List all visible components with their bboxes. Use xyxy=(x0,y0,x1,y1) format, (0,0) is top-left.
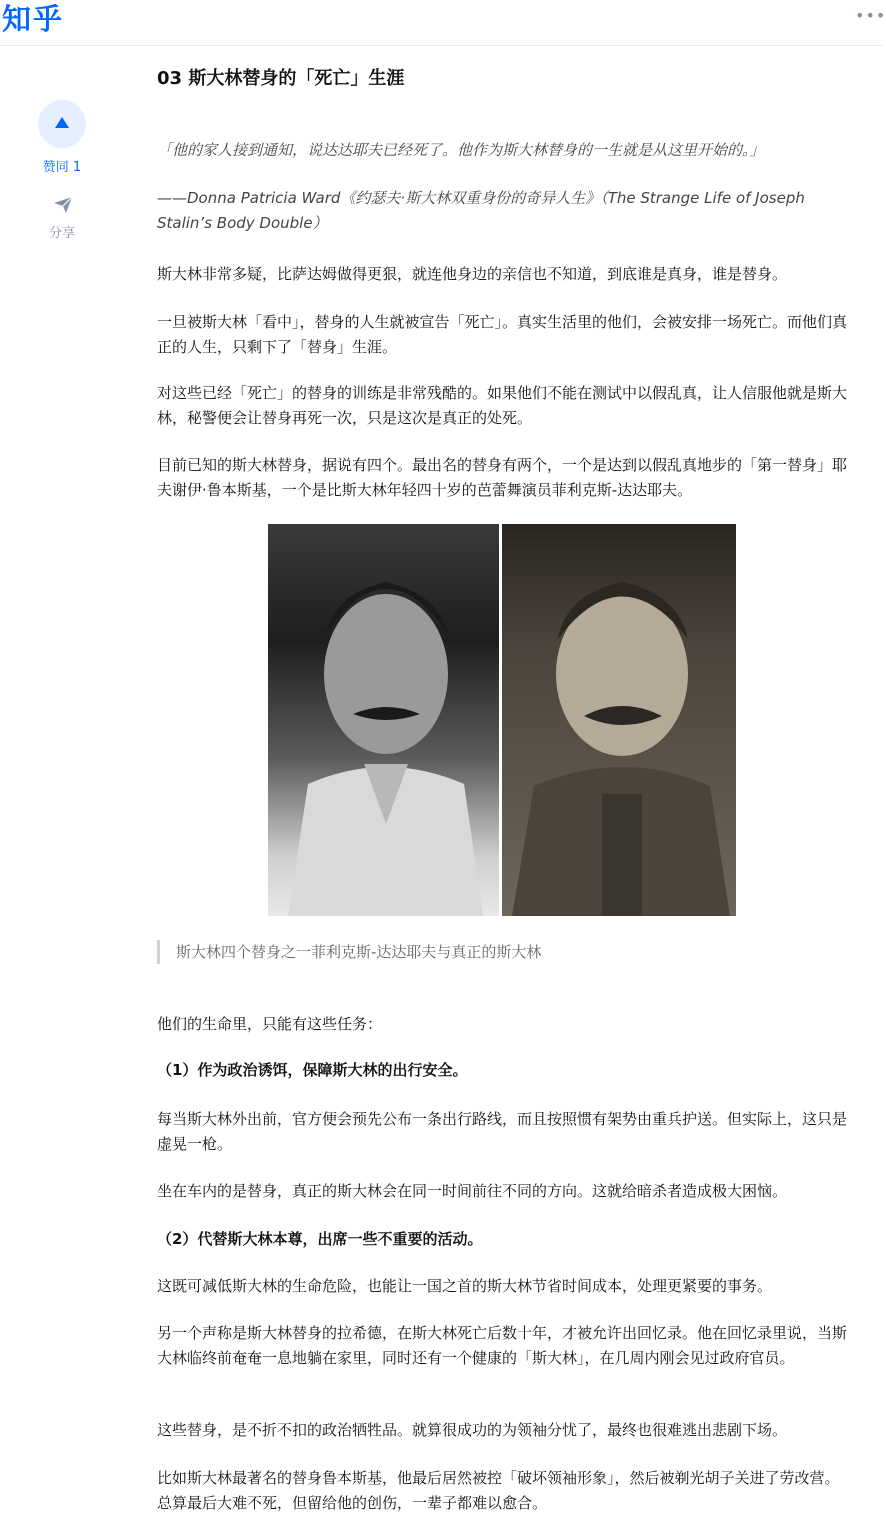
paragraph: 斯大林非常多疑，比萨达姆做得更狠，就连他身边的亲信也不知道，到底谁是真身，谁是替身。 xyxy=(157,265,788,283)
paragraph: 对这些已经「死亡」的替身的训练是非常残酷的。如果他们不能在测试中以假乱真，让人信服他就是斯大林，秘警便会让替身再死一次，只是这次是真正的处死。 xyxy=(157,384,848,427)
top-bar xyxy=(0,0,886,46)
quote-text: 「他的家人接到通知，说达达耶夫已经死了。他作为斯大林替身的一生就是从这里开始的。」 xyxy=(157,141,765,159)
share-paper-plane-icon[interactable] xyxy=(53,196,73,214)
upvote-triangle-icon xyxy=(55,117,69,128)
action-sidebar xyxy=(38,100,88,241)
image-caption: 斯大林四个替身之一菲利克斯-达达耶夫与真正的斯大林 xyxy=(176,943,542,961)
upvote-label[interactable]: 赞同 1 xyxy=(42,160,82,175)
subheading: （2）代替斯大林本尊，出席一些不重要的活动。 xyxy=(157,1230,483,1248)
paragraph: 这既可减低斯大林的生命危险，也能让一国之首的斯大林节省时间成本，处理更紧要的事务。 xyxy=(157,1277,773,1295)
paragraph: 目前已知的斯大林替身，据说有四个。最出名的替身有两个，一个是达到以假乱真地步的「第一替身」耶夫谢伊·鲁本斯基，一个是比斯大林年轻四十岁的芭蕾舞演员菲利克斯-达达耶夫。 xyxy=(157,456,848,499)
quote-source: ——Donna Patricia Ward《约瑟夫·斯大林双重身份的奇异人生》（The Strange Life of Joseph Stalin’s Body Double） xyxy=(157,189,805,232)
paragraph: 比如斯大林最著名的替身鲁本斯基，他最后居然被控「破坏领袖形象」，然后被剃光胡子关进了劳改营。总算最后大难不死，但留给他的创伤，一辈子都难以愈合。 xyxy=(157,1469,840,1512)
comparison-photo[interactable] xyxy=(268,524,736,916)
paragraph: 他们的生命里，只能有这些任务： xyxy=(157,1015,383,1033)
photo-double xyxy=(268,524,499,916)
paragraph: 每当斯大林外出前，官方便会预先公布一条出行路线，而且按照惯有架势由重兵护送。但实际上，这只是虚晃一枪。 xyxy=(157,1110,848,1153)
paragraph: 另一个声称是斯大林替身的拉希德，在斯大林死亡后数十年，才被允许出回忆录。他在回忆录里说，当斯大林临终前奄奄一息地躺在家里，同时还有一个健康的「斯大林」，在几周内刚会见过政府官员。 xyxy=(157,1324,848,1367)
paragraph: 一旦被斯大林「看中」，替身的人生就被宣告「死亡」。真实生活里的他们，会被安排一场死亡。而他们真正的人生，只剩下了「替身」生涯。 xyxy=(157,313,848,356)
section-title: 03 斯大林替身的「死亡」生涯 xyxy=(157,68,405,89)
caption-quote-bar xyxy=(157,940,160,964)
photo-stalin xyxy=(502,524,736,916)
portrait-stalin-illustration xyxy=(502,524,736,916)
subheading: （1）作为政治诱饵，保障斯大林的出行安全。 xyxy=(157,1061,468,1079)
upvote-button[interactable] xyxy=(38,100,86,148)
paragraph: 坐在车内的是替身，真正的斯大林会在同一时间前往不同的方向。这就给暗杀者造成极大困恼。 xyxy=(157,1182,788,1200)
zhihu-logo[interactable]: 知乎 xyxy=(2,2,65,36)
more-icon[interactable]: ••• xyxy=(855,6,886,25)
paragraph: 这些替身，是不折不扣的政治牺牲品。就算很成功的为领袖分忧了，最终也很难逃出悲剧下场。 xyxy=(157,1421,788,1439)
portrait-double-illustration xyxy=(268,524,499,916)
share-label[interactable]: 分享 xyxy=(48,226,75,241)
